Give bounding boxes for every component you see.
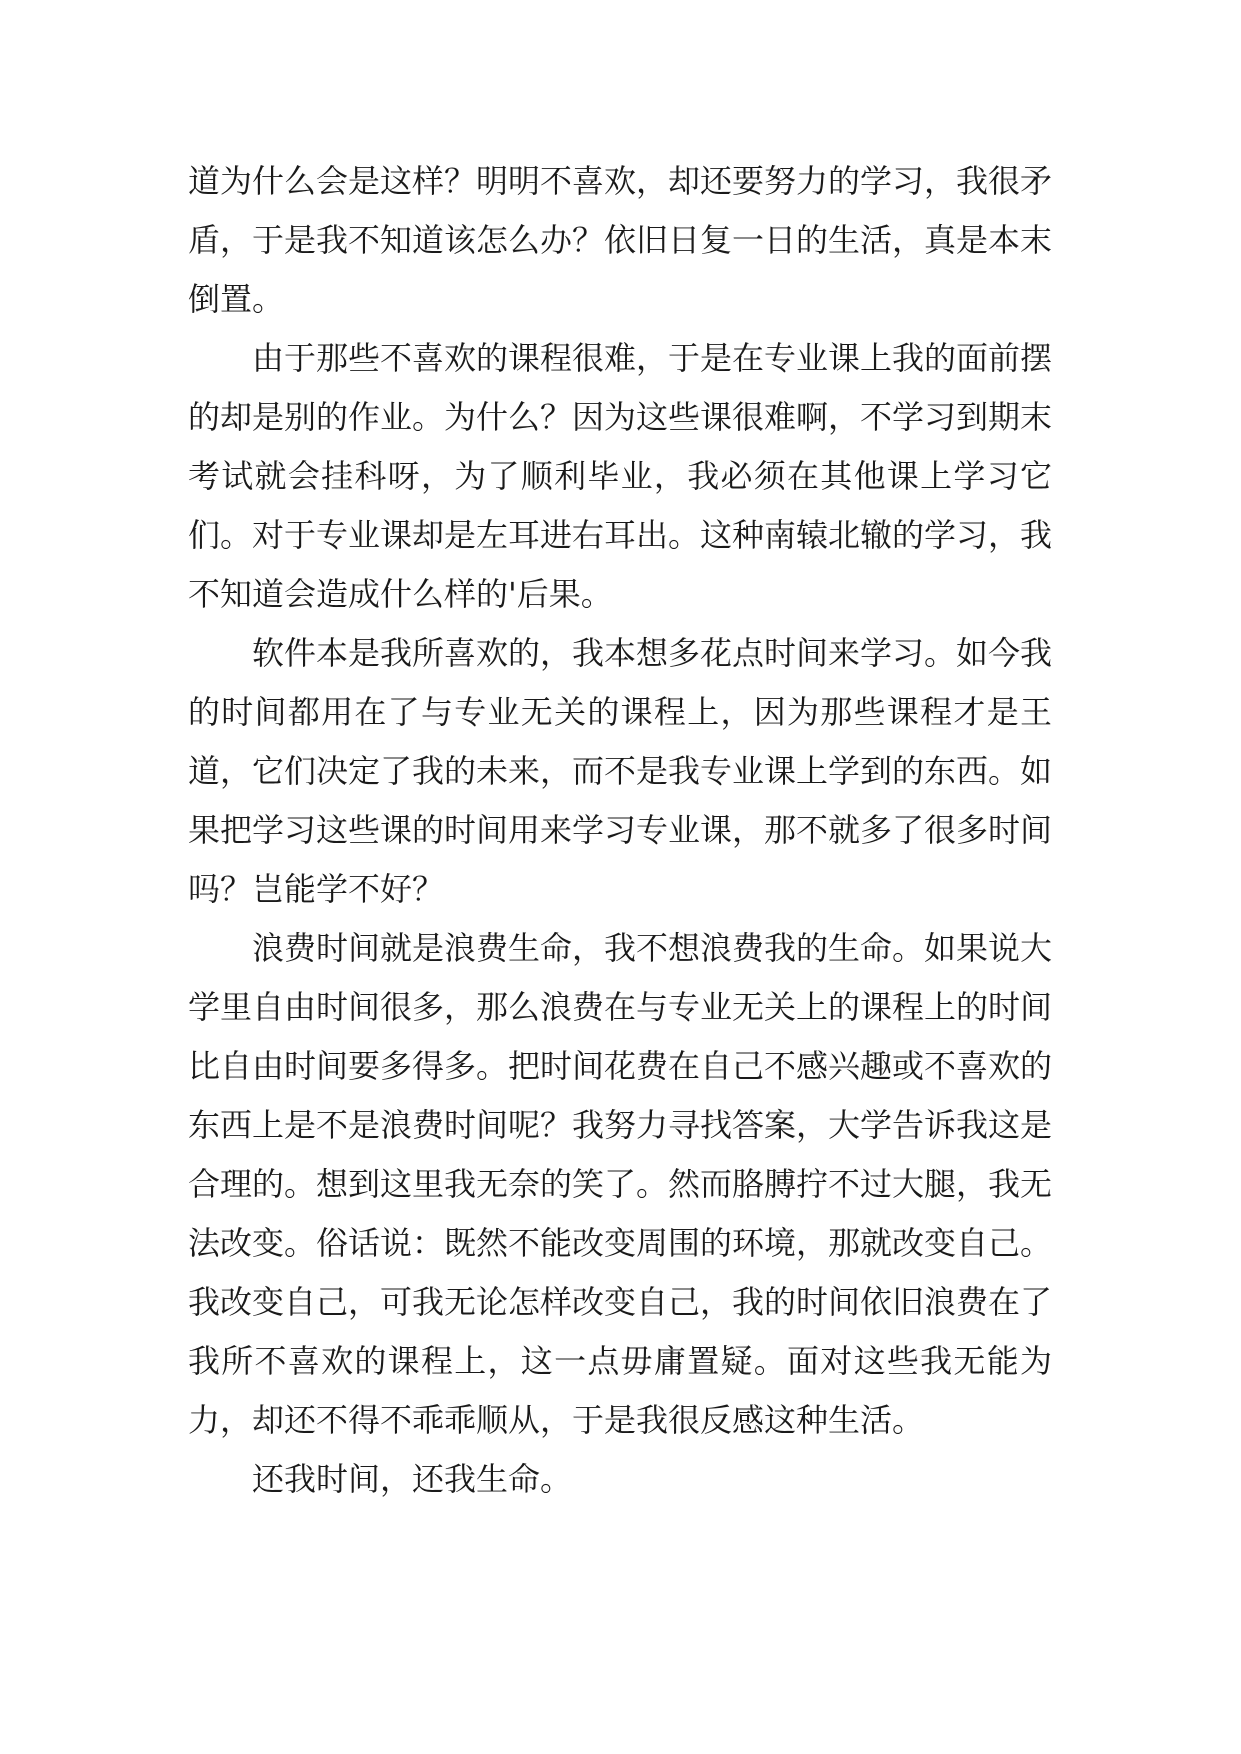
- paragraph-4: 浪费时间就是浪费生命，我不想浪费我的生命。如果说大学里自由时间很多，那么浪费在与专业无关上的课程上的时间比自由时间要多得多。把时间花费在自己不感兴趣或不喜欢的东西上是不是浪费时间呢？我努力寻找答案，大学告诉我这是合理的。想到这里我无奈的笑了。然而胳膊拧不过大腿，我无法改变。俗话说：既然不能改变周围的环境，那就改变自己。我改变自己，可我无论怎样改变自己，我的时间依旧浪费在了我所不喜欢的课程上，这一点毋庸置疑。面对这些我无能为力，却还不得不乖乖顺从，于是我很反感这种生活。: [188, 929, 1053, 1439]
- paragraph-1: 道为什么会是这样？明明不喜欢，却还要努力的学习，我很矛盾，于是我不知道该怎么办？依旧日复一日的生活，真是本末倒置。: [188, 162, 1053, 318]
- paragraph-2: 由于那些不喜欢的课程很难，于是在专业课上我的面前摆的却是别的作业。为什么？因为这些课很难啊，不学习到期末考试就会挂科呀，为了顺利毕业，我必须在其他课上学习它们。对于专业课却是左耳进右耳出。这种南辕北辙的学习，我不知道会造成什么样的'后果。: [188, 339, 1053, 613]
- paragraph-5: 还我时间，还我生命。: [252, 1460, 573, 1498]
- paragraph-3: 软件本是我所喜欢的，我本想多花点时间来学习。如今我的时间都用在了与专业无关的课程上，因为那些课程才是王道，它们决定了我的未来，而不是我专业课上学到的东西。如果把学习这些课的时间用来学习专业课，那不就多了很多时间吗？岂能学不好？: [188, 634, 1053, 908]
- essay-body: [188, 152, 1052, 1509]
